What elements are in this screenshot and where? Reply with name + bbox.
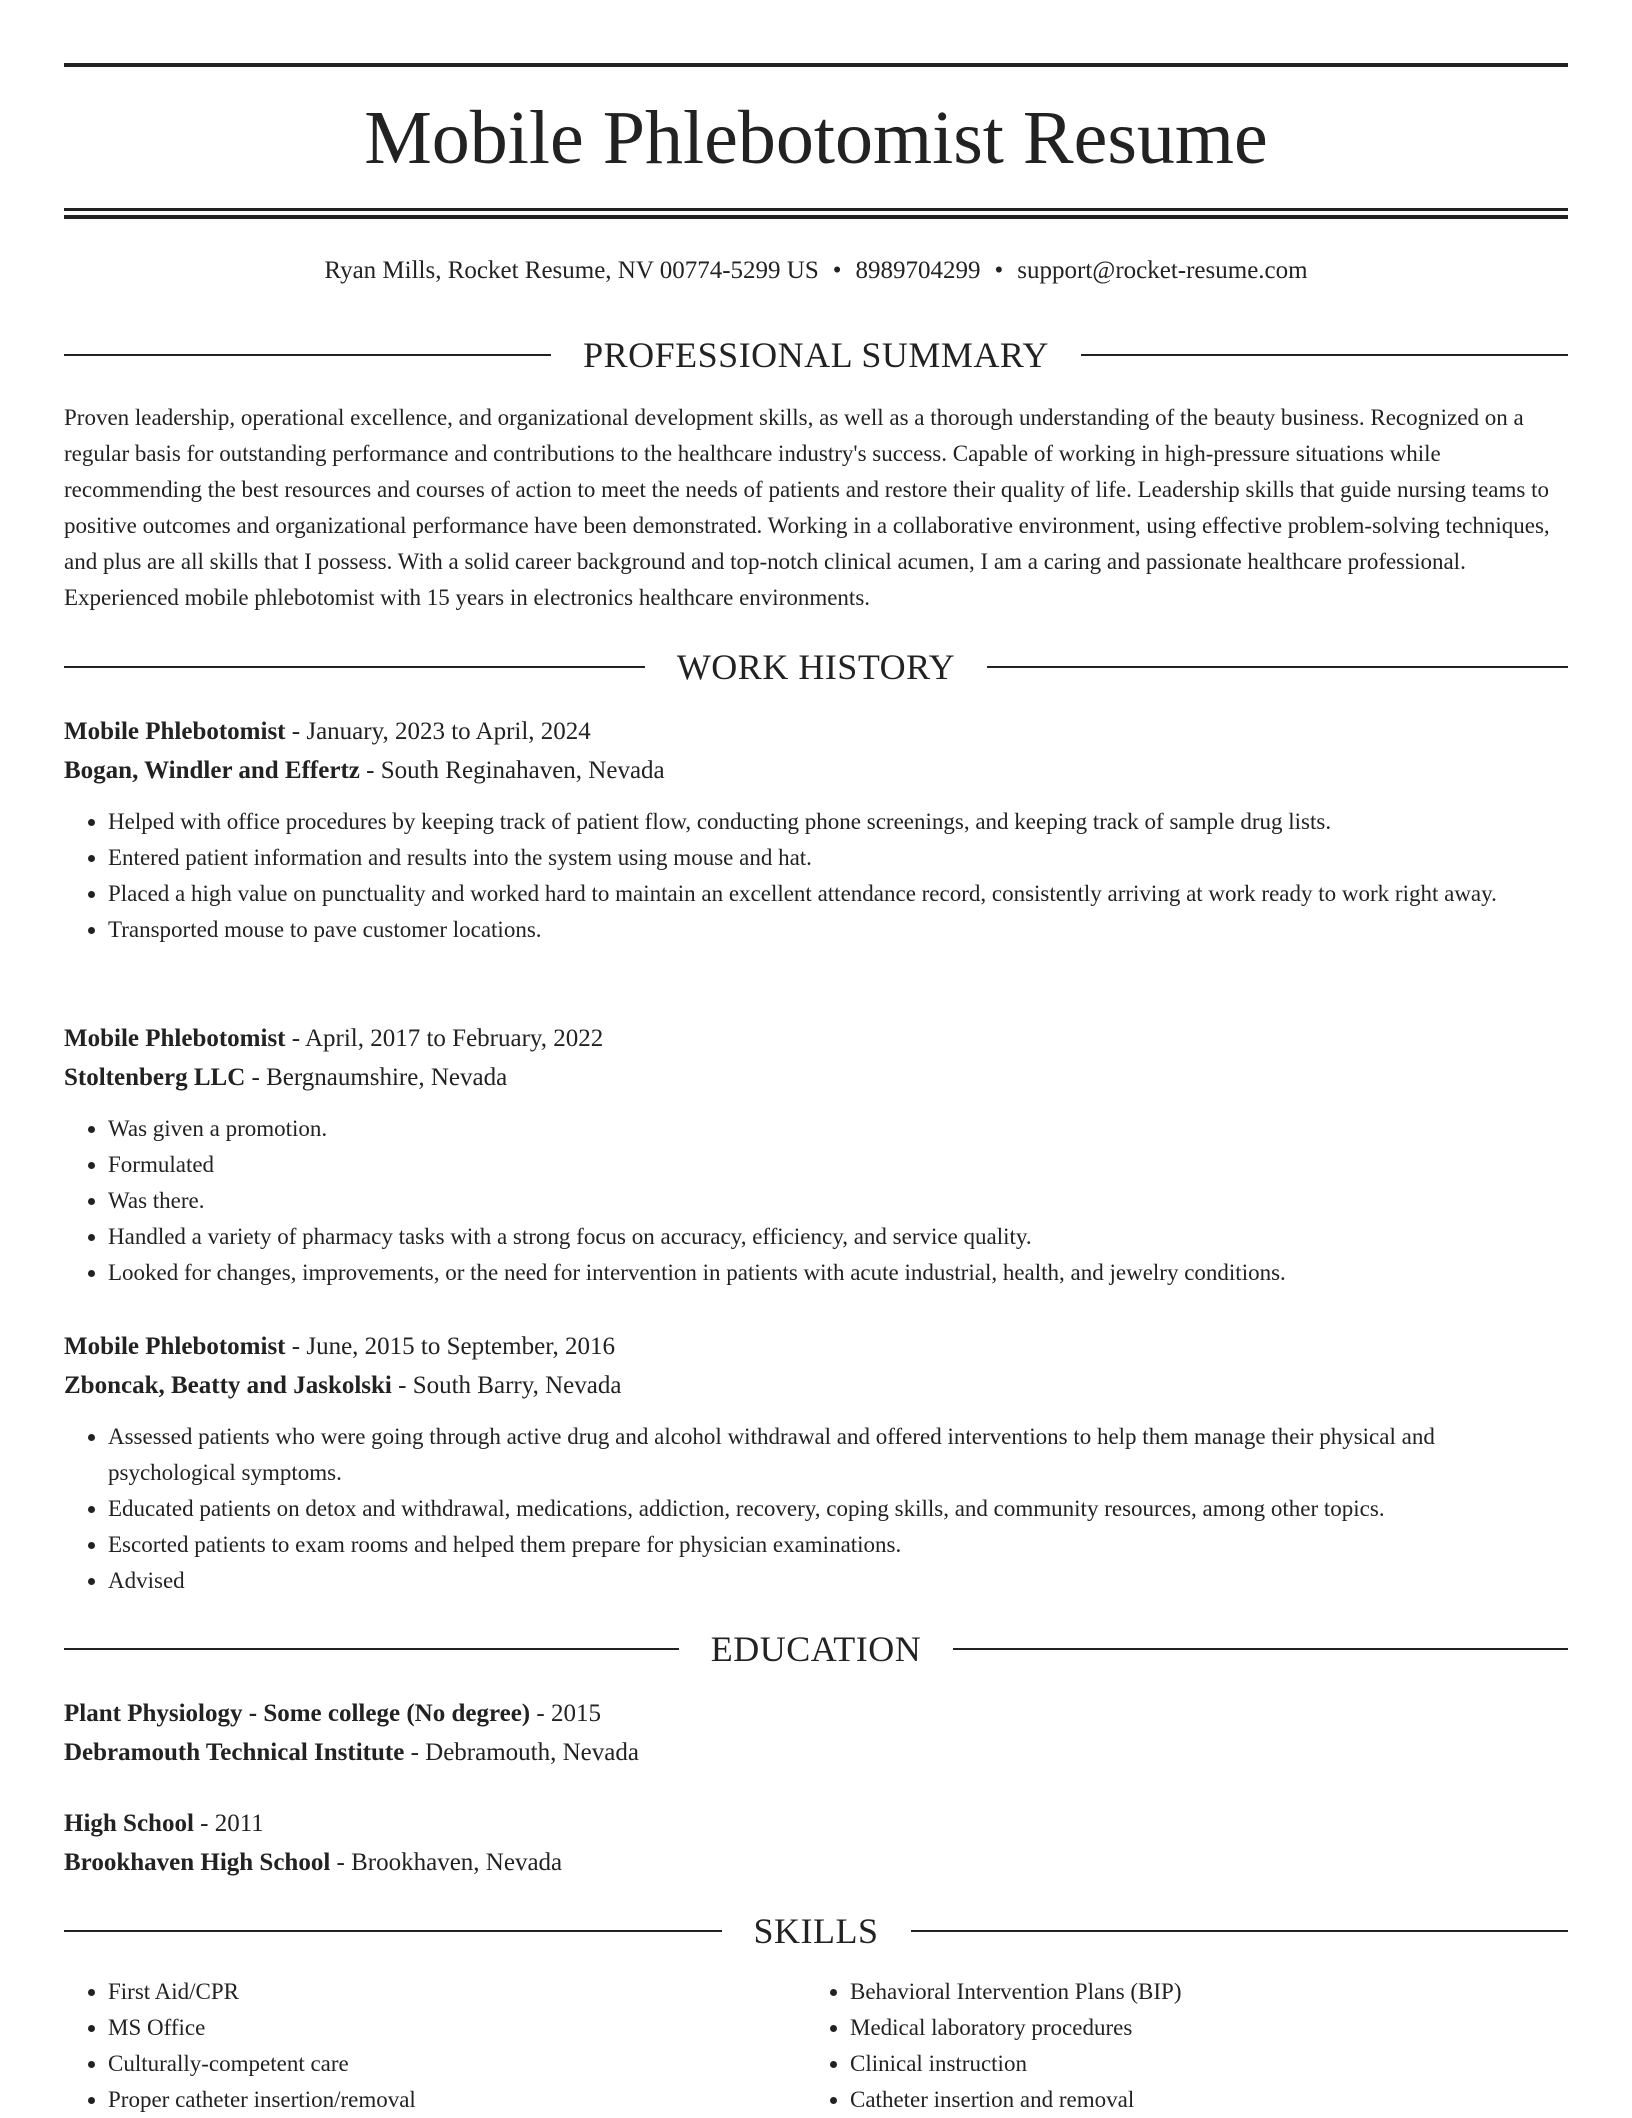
education-year: - 2011 xyxy=(193,1810,264,1837)
education-school: Brookhaven High School xyxy=(64,1849,331,1876)
job-role: Mobile Phlebotomist xyxy=(64,1025,286,1052)
job-location: - South Barry, Nevada xyxy=(391,1372,622,1399)
list-item: • Advised xyxy=(108,1563,1568,1599)
education-school: Debramouth Technical Institute xyxy=(64,1739,405,1766)
contact-line xyxy=(64,254,1568,288)
job-dates: - April, 2017 to February, 2022 xyxy=(285,1025,604,1052)
skills-column-right xyxy=(806,1974,1506,2118)
job-location: - South Reginahaven, Nevada xyxy=(359,757,665,784)
list-item: • Assessed patients who were going through active drug and alcohol withdrawal and offered interventions to help them manage their physical and psychological symptoms. xyxy=(108,1419,1568,1491)
contact-separator: • xyxy=(994,257,1004,284)
heading-rule-right xyxy=(1081,354,1568,356)
list-item: • Was given a promotion. xyxy=(108,1111,1568,1147)
list-item: • Helped with office procedures by keeping track of patient flow, conducting phone screenings, and keeping track of sample drug lists. xyxy=(108,804,1568,840)
contact-email: support@rocket-resume.com xyxy=(1017,257,1308,284)
work-heading-label: WORK HISTORY xyxy=(676,647,956,687)
job-title-line xyxy=(64,712,1568,751)
education-heading xyxy=(64,1627,1568,1671)
list-item: • Clinical instruction xyxy=(850,2046,1506,2082)
education-entry xyxy=(64,1694,1568,1772)
summary-text: Proven leadership, operational excellence, and organizational development skills, as well as a thorough understanding of the beauty business. Recognized on a regular basis for outstanding performance and contributions to the healthcare industry's success. Capable of working in high-pressure situations while recommending the best resources and courses of action to meet the needs of patients and restore their quality of life. Leadership skills that guide nursing teams to positive outcomes and organizational performance have been demonstrated. Working in a collaborative environment, using effective problem-solving techniques, and plus are all skills that I possess. With a solid career background and top-notch clinical acumen, I am a caring and passionate healthcare professional. Experienced mobile phlebotomist with 15 years in electronics healthcare environments. xyxy=(64,405,1550,610)
list-item: • Transported mouse to pave customer locations. xyxy=(108,912,1568,948)
job-entry xyxy=(64,712,1568,948)
top-rule xyxy=(64,63,1568,67)
education-location: - Debramouth, Nevada xyxy=(404,1739,639,1766)
education-school-line xyxy=(64,1843,1568,1882)
heading-rule-right xyxy=(911,1930,1569,1932)
job-company-line xyxy=(64,1058,1568,1097)
list-item: • Culturally-competent care xyxy=(108,2046,764,2082)
page-title: Mobile Phlebotomist Resume xyxy=(364,96,1268,180)
list-item: • Formulated xyxy=(108,1147,1568,1183)
contact-separator: • xyxy=(832,257,842,284)
job-title-line xyxy=(64,1019,1568,1058)
job-role: Mobile Phlebotomist xyxy=(64,718,286,745)
education-degree: High School xyxy=(64,1810,194,1837)
job-bullets xyxy=(64,1111,1568,1291)
job-company: Bogan, Windler and Effertz xyxy=(64,757,360,784)
education-location: - Brookhaven, Nevada xyxy=(330,1849,563,1876)
list-item: • Looked for changes, improvements, or the need for intervention in patients with acute industrial, health, and jewelry conditions. xyxy=(108,1255,1568,1291)
job-dates: - June, 2015 to September, 2016 xyxy=(285,1333,616,1360)
job-bullets xyxy=(64,1419,1568,1599)
education-degree-line xyxy=(64,1694,1568,1733)
list-item: • Medical laboratory procedures xyxy=(850,2010,1506,2046)
education-year: - 2015 xyxy=(530,1700,601,1727)
job-entry xyxy=(64,1327,1568,1599)
education-degree-line xyxy=(64,1804,1568,1843)
education-heading-label: EDUCATION xyxy=(710,1629,922,1669)
education-entry xyxy=(64,1804,1568,1882)
list-item: • Behavioral Intervention Plans (BIP) xyxy=(850,1974,1506,2010)
title-rule-upper xyxy=(64,208,1568,211)
skills-list xyxy=(806,1974,1506,2118)
title-rule-lower xyxy=(64,215,1568,219)
heading-rule-right xyxy=(987,666,1568,668)
job-company: Stoltenberg LLC xyxy=(64,1064,246,1091)
contact-phone: 8989704299 xyxy=(855,257,981,284)
list-item: • Educated patients on detox and withdrawal, medications, addiction, recovery, coping skills, and community resources, among other topics. xyxy=(108,1491,1568,1527)
heading-rule-left xyxy=(64,1930,722,1932)
education-degree: Plant Physiology - Some college (No degree) xyxy=(64,1700,531,1727)
job-company-line xyxy=(64,1366,1568,1405)
summary-heading-label: PROFESSIONAL SUMMARY xyxy=(583,335,1049,375)
list-item: • First Aid/CPR xyxy=(108,1974,764,2010)
heading-rule-right xyxy=(953,1648,1568,1650)
heading-rule-left xyxy=(64,1648,679,1650)
education-school-line xyxy=(64,1733,1568,1772)
list-item: • Escorted patients to exam rooms and helped them prepare for physician examinations. xyxy=(108,1527,1568,1563)
list-item: • Proper catheter insertion/removal xyxy=(108,2082,764,2118)
job-company: Zboncak, Beatty and Jaskolski xyxy=(64,1372,392,1399)
heading-rule-left xyxy=(64,354,551,356)
list-item: • Catheter insertion and removal xyxy=(850,2082,1506,2118)
contact-address: Ryan Mills, Rocket Resume, NV 00774-5299 US xyxy=(324,257,819,284)
list-item: • Entered patient information and results into the system using mouse and hat. xyxy=(108,840,1568,876)
skills-column-left xyxy=(64,1974,764,2118)
work-heading xyxy=(64,645,1568,689)
job-bullets xyxy=(64,804,1568,948)
list-item: • Was there. xyxy=(108,1183,1568,1219)
list-item: • MS Office xyxy=(108,2010,764,2046)
job-location: - Bergnaumshire, Nevada xyxy=(245,1064,508,1091)
job-company-line xyxy=(64,751,1568,790)
list-item: • Handled a variety of pharmacy tasks with a strong focus on accuracy, efficiency, and service quality. xyxy=(108,1219,1568,1255)
skills-list xyxy=(64,1974,764,2118)
skills-heading-label: SKILLS xyxy=(753,1911,879,1951)
job-title-line xyxy=(64,1327,1568,1366)
summary-heading xyxy=(64,333,1568,377)
heading-rule-left xyxy=(64,666,645,668)
job-dates: - January, 2023 to April, 2024 xyxy=(285,718,591,745)
job-entry xyxy=(64,1019,1568,1291)
skills-heading xyxy=(64,1909,1568,1953)
job-role: Mobile Phlebotomist xyxy=(64,1333,286,1360)
list-item: • Placed a high value on punctuality and worked hard to maintain an excellent attendance record, consistently arriving at work ready to work right away. xyxy=(108,876,1568,912)
